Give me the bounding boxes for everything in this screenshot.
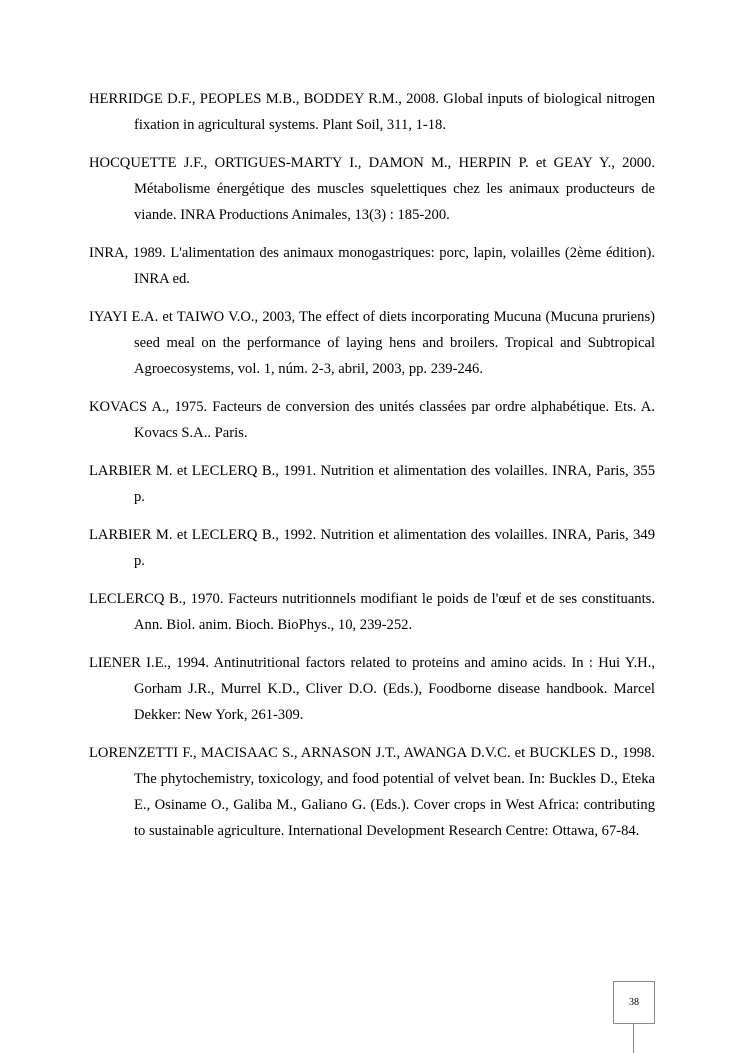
reference-entry: HOCQUETTE J.F., ORTIGUES-MARTY I., DAMON M., HERPIN P. et GEAY Y., 2000. Métabolisme énergétique des muscles squelettiques chez les animaux producteurs de viande. INRA Productions Animales, 13(3) : 185-200. xyxy=(89,155,655,223)
reference-entry: LARBIER M. et LECLERQ B., 1992. Nutrition et alimentation des volailles. INRA, Paris, 349 p. xyxy=(89,527,655,569)
page-number: 38 xyxy=(629,997,639,1008)
reference-entry: INRA, 1989. L'alimentation des animaux monogastriques: porc, lapin, volailles (2ème édition). INRA ed. xyxy=(89,245,655,287)
reference-list xyxy=(89,86,655,856)
reference-entry: HERRIDGE D.F., PEOPLES M.B., BODDEY R.M., 2008. Global inputs of biological nitrogen fixation in agricultural systems. Plant Soil, 311, 1-18. xyxy=(89,91,655,133)
reference-entry: LARBIER M. et LECLERQ B., 1991. Nutrition et alimentation des volailles. INRA, Paris, 355 p. xyxy=(89,463,655,505)
reference-entry: LECLERCQ B., 1970. Facteurs nutritionnels modifiant le poids de l'œuf et de ses constituants. Ann. Biol. anim. Bioch. BioPhys., 10, 239-252. xyxy=(89,591,655,633)
reference-entry: KOVACS A., 1975. Facteurs de conversion des unités classées par ordre alphabétique. Ets. A. Kovacs S.A.. Paris. xyxy=(89,399,655,441)
reference-entry: LIENER I.E., 1994. Antinutritional factors related to proteins and amino acids. In : Hui Y.H., Gorham J.R., Murrel K.D., Cliver D.O. (Eds.), Foodborne disease handbook. Marcel Dekker: New York, 261-309. xyxy=(89,655,655,723)
reference-entry: LORENZETTI F., MACISAAC S., ARNASON J.T., AWANGA D.V.C. et BUCKLES D., 1998. The phytochemistry, toxicology, and food potential of velvet bean. In: Buckles D., Eteka E., Osiname O., Galiba M., Galiano G. (Eds.). Cover crops in West Africa: contributing to sustainable agriculture. International Development Research Centre: Ottawa, 67-84. xyxy=(89,745,655,839)
page-number-divider xyxy=(633,1024,634,1053)
page-number-box xyxy=(613,981,655,1024)
reference-entry: IYAYI E.A. et TAIWO V.O., 2003, The effect of diets incorporating Mucuna (Mucuna pruriens) seed meal on the performance of laying hens and broilers. Tropical and Subtropical Agroecosystems, vol. 1, núm. 2-3, abril, 2003, pp. 239-246. xyxy=(89,309,655,377)
